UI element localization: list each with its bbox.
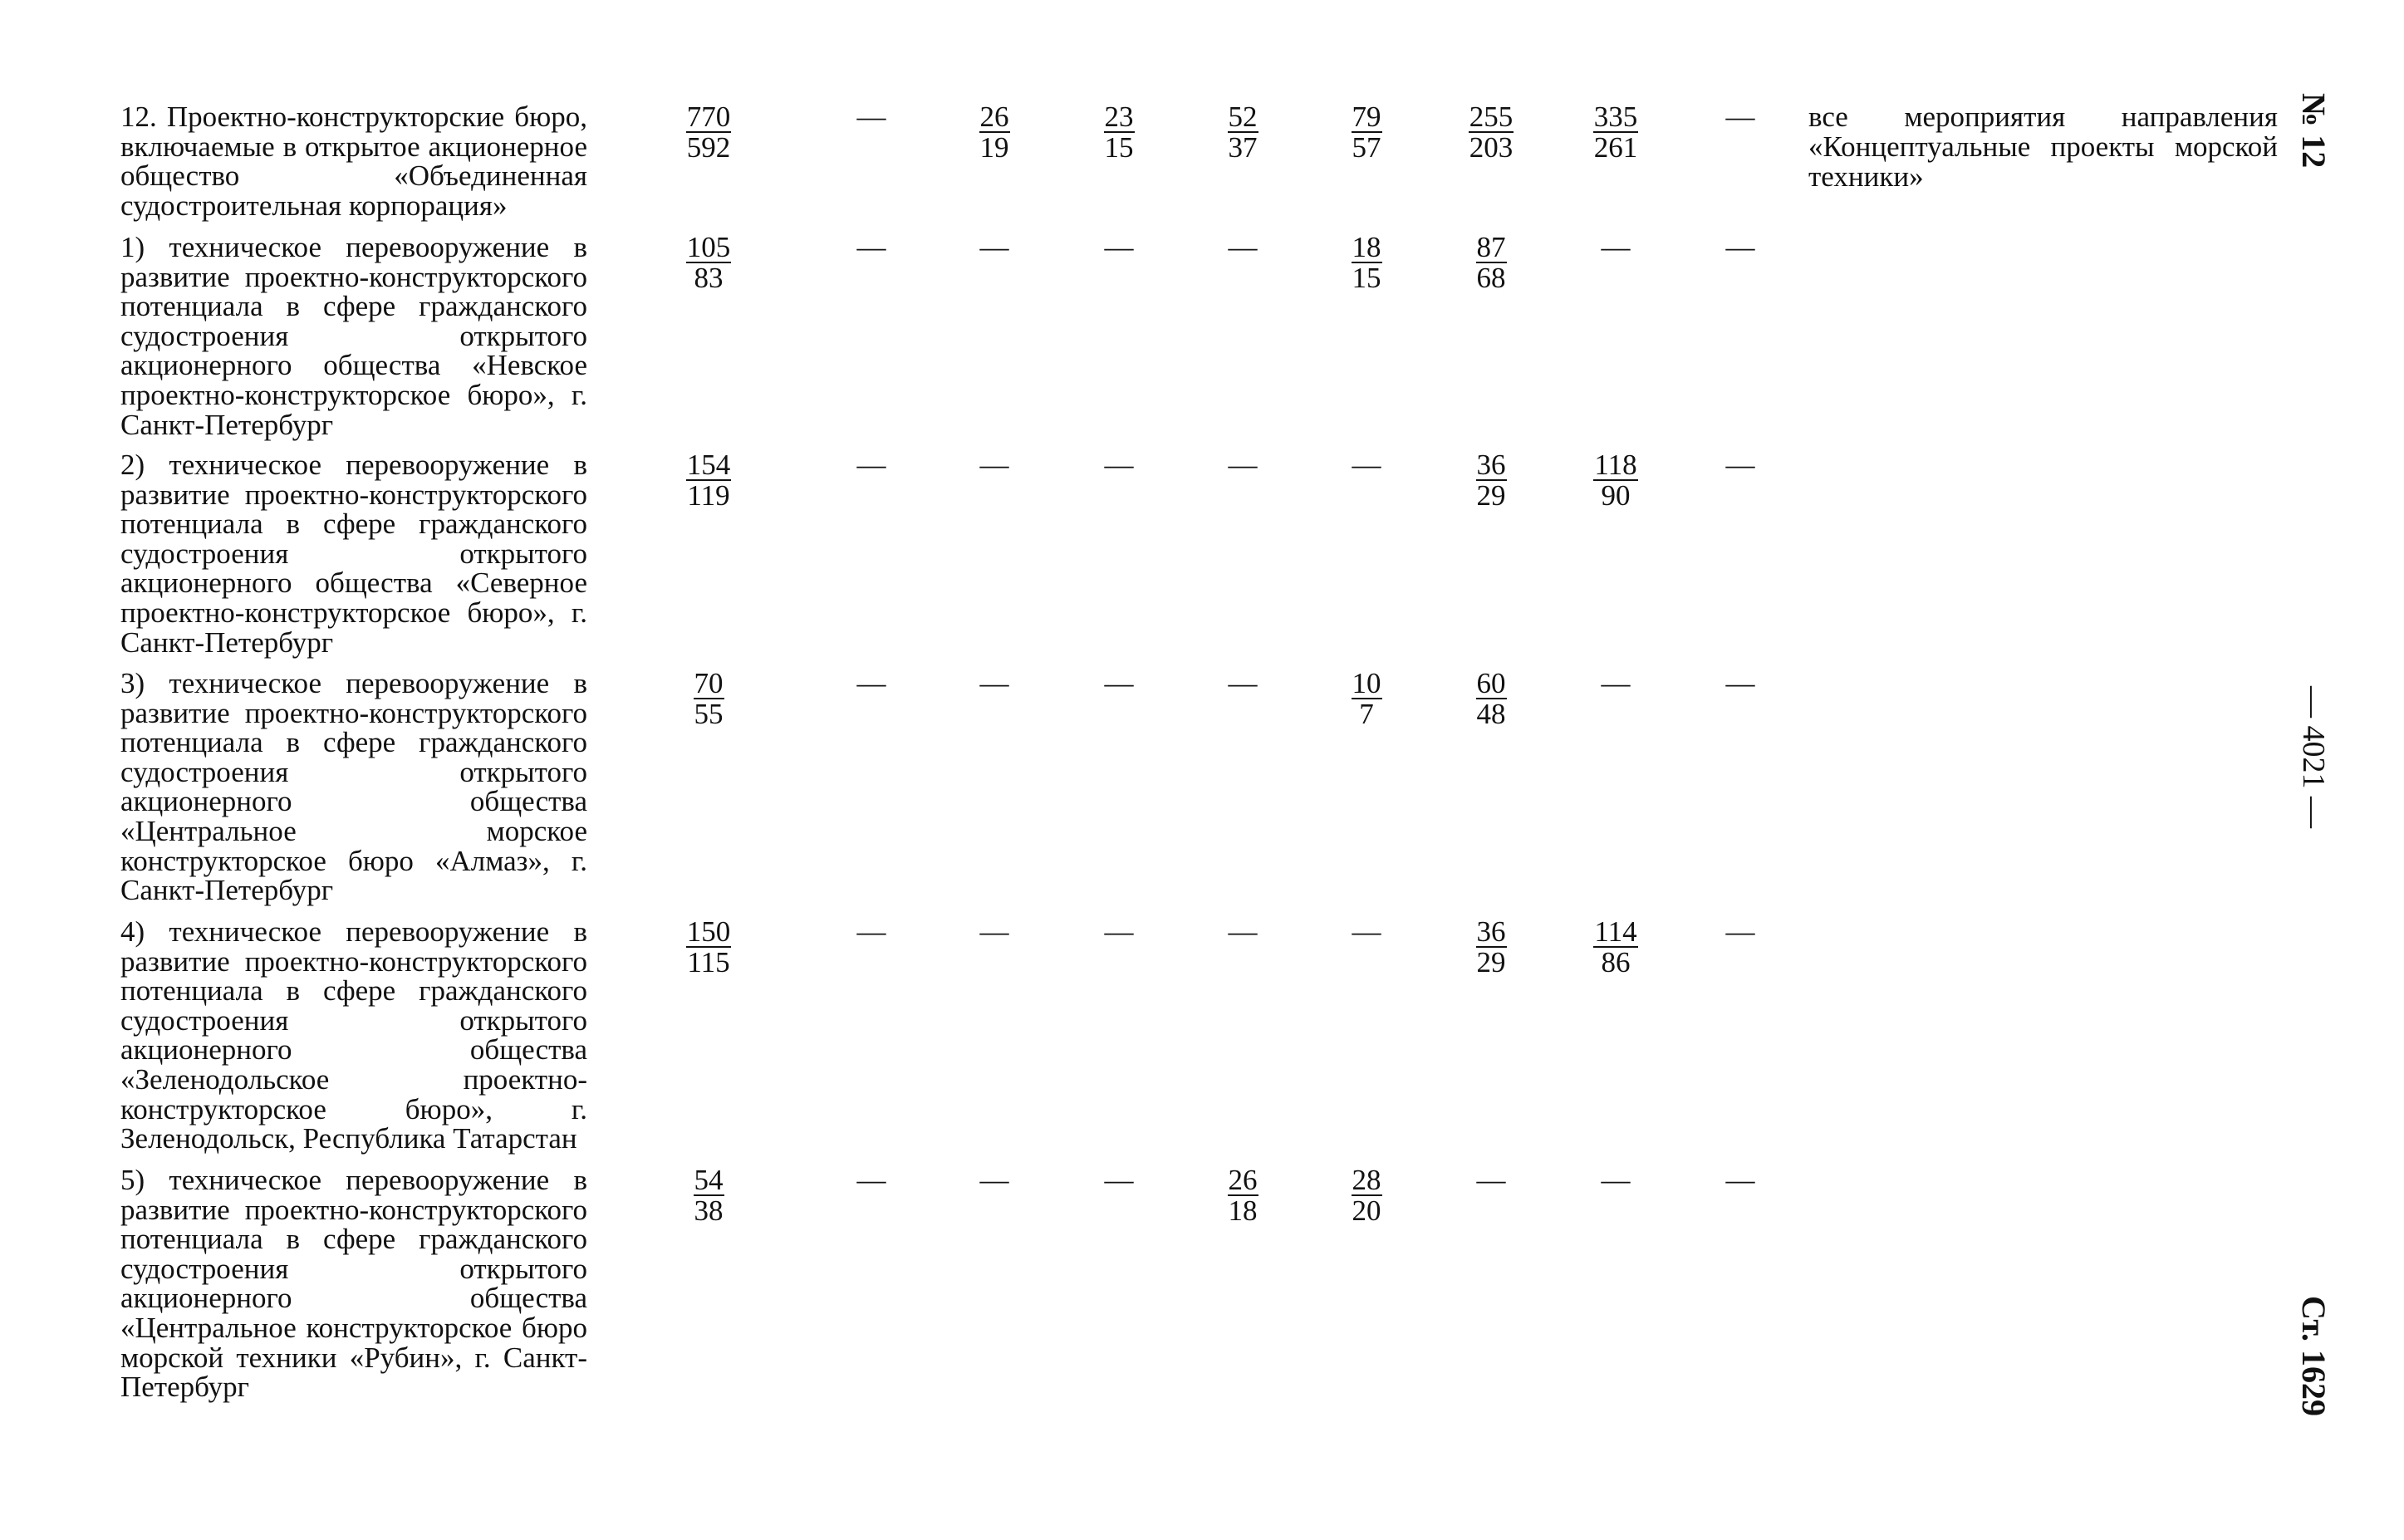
denominator: 29 — [1476, 946, 1506, 978]
dash-cell — [1193, 233, 1293, 262]
dash: — — [1725, 449, 1755, 481]
denominator: 15 — [1352, 262, 1381, 294]
fraction-cell — [1566, 450, 1666, 511]
dash: — — [1104, 667, 1134, 699]
dash: — — [1104, 915, 1134, 948]
dash: — — [1601, 667, 1631, 699]
numerator: 154 — [686, 449, 731, 481]
fraction-cell — [659, 917, 758, 978]
fraction-cell — [1441, 669, 1541, 729]
dash-cell — [1069, 450, 1169, 480]
fraction-cell — [1441, 233, 1541, 293]
dash: — — [1725, 1164, 1755, 1196]
dash-cell — [1193, 450, 1293, 480]
dash: — — [1476, 1164, 1506, 1196]
fraction-cell — [1441, 102, 1541, 163]
dash: — — [856, 1164, 886, 1196]
dash-cell — [944, 1165, 1044, 1195]
denominator: 119 — [687, 479, 730, 512]
fraction-cell — [659, 450, 758, 511]
fraction-cell — [659, 233, 758, 293]
dash-cell — [1690, 233, 1790, 262]
denominator: 37 — [1228, 131, 1258, 164]
denominator: 7 — [1359, 698, 1374, 730]
dash: — — [1104, 449, 1134, 481]
denominator: 86 — [1601, 946, 1631, 978]
dash-cell — [944, 669, 1044, 699]
dash-cell — [1069, 917, 1169, 947]
dash-cell — [1690, 450, 1790, 480]
dash: — — [856, 231, 886, 263]
dash-cell — [822, 669, 921, 699]
dash-cell — [1566, 669, 1666, 699]
dash-cell — [1441, 1165, 1541, 1195]
dash: — — [1228, 449, 1258, 481]
numerator: 255 — [1469, 101, 1514, 133]
denominator: 115 — [687, 946, 730, 978]
dash-cell — [822, 450, 921, 480]
dash: — — [856, 101, 886, 133]
denominator: 38 — [694, 1194, 724, 1227]
dash: — — [979, 915, 1009, 948]
dash: — — [1725, 101, 1755, 133]
row-description: 4) техническое перевооружение в развитие проектно-конструкторского потенциала в сфере гражданского судостроения открытого акционерного общества «Зеленодольское проектно-конструкторское бюро», г. Зеленодольск, Республика Татарстан — [120, 915, 587, 1155]
numerator: 26 — [979, 101, 1009, 133]
numerator: 26 — [1228, 1164, 1258, 1196]
dash: — — [1104, 231, 1134, 263]
dash-cell — [1317, 450, 1416, 480]
dash: — — [1228, 667, 1258, 699]
denominator: 68 — [1476, 262, 1506, 294]
fraction-cell — [1441, 917, 1541, 978]
dash: — — [1352, 915, 1381, 948]
numerator: 87 — [1476, 231, 1506, 263]
numerator: 79 — [1352, 101, 1381, 133]
dash: — — [856, 667, 886, 699]
fraction-cell — [1317, 669, 1416, 729]
fraction-cell — [1193, 102, 1293, 163]
fraction-cell — [1317, 233, 1416, 293]
numerator: 23 — [1104, 101, 1134, 133]
dash-cell — [822, 917, 921, 947]
fraction-cell — [1193, 1165, 1293, 1226]
dash: — — [1725, 231, 1755, 263]
dash-cell — [1690, 917, 1790, 947]
numerator: 118 — [1594, 449, 1637, 481]
article-number: Ст. 1629 — [2295, 1296, 2333, 1416]
dash: — — [979, 667, 1009, 699]
dash-cell — [1069, 1165, 1169, 1195]
dash-cell — [1690, 102, 1790, 132]
denominator: 55 — [694, 698, 724, 730]
denominator: 90 — [1601, 479, 1631, 512]
denominator: 15 — [1104, 131, 1134, 164]
dash: — — [979, 231, 1009, 263]
dash: — — [1228, 231, 1258, 263]
dash: — — [1352, 449, 1381, 481]
dash-cell — [1193, 917, 1293, 947]
denominator: 203 — [1469, 131, 1514, 164]
numerator: 60 — [1476, 667, 1506, 699]
dash: — — [979, 449, 1009, 481]
numerator: 10 — [1352, 667, 1381, 699]
fraction-cell — [944, 102, 1044, 163]
dash-cell — [822, 102, 921, 132]
denominator: 48 — [1476, 698, 1506, 730]
row-description: 12. Проектно-конструкторские бюро, включаемые в открытое акционерное общество «Объединенная судостроительная корпорация» — [120, 101, 587, 222]
dash-cell — [944, 233, 1044, 262]
dash: — — [856, 449, 886, 481]
fraction-cell — [659, 1165, 758, 1226]
fraction-cell — [1566, 917, 1666, 978]
dash-cell — [1690, 669, 1790, 699]
fraction-cell — [659, 669, 758, 729]
dash-cell — [1069, 669, 1169, 699]
numerator: 54 — [694, 1164, 724, 1196]
dash: — — [856, 915, 886, 948]
dash: — — [1601, 1164, 1631, 1196]
dash-cell — [1690, 1165, 1790, 1195]
row-description: 1) техническое перевооружение в развитие проектно-конструкторского потенциала в сфере гражданского судостроения открытого акционерного общества «Невское проектно-конструкторское бюро», г. Санкт-Петербург — [120, 231, 587, 441]
dash: — — [1725, 915, 1755, 948]
fraction-cell — [1441, 450, 1541, 511]
numerator: 52 — [1228, 101, 1258, 133]
row-description: 3) техническое перевооружение в развитие проектно-конструкторского потенциала в сфере гражданского судостроения открытого акционерного общества «Центральное морское конструкторское бюро «Алмаз», г. Санкт-Петербург — [120, 667, 587, 907]
table-row — [0, 915, 2404, 1155]
denominator: 57 — [1352, 131, 1381, 164]
dash-cell — [1566, 233, 1666, 262]
denominator: 592 — [686, 131, 731, 164]
numerator: 18 — [1352, 231, 1381, 263]
denominator: 20 — [1352, 1194, 1381, 1227]
dash-cell — [822, 233, 921, 262]
dash: — — [1601, 231, 1631, 263]
dash-cell — [944, 450, 1044, 480]
row-description: 2) техническое перевооружение в развитие проектно-конструкторского потенциала в сфере гражданского судостроения открытого акционерного общества «Северное проектно-конструкторское бюро», г. Санкт-Петербург — [120, 449, 587, 659]
row-note: все мероприятия направления «Концептуальные проекты морской техники» — [1808, 101, 2278, 193]
dash-cell — [1566, 1165, 1666, 1195]
dash: — — [1104, 1164, 1134, 1196]
numerator: 114 — [1594, 915, 1637, 948]
dash: — — [979, 1164, 1009, 1196]
dash-cell — [944, 917, 1044, 947]
fraction-cell — [1317, 102, 1416, 163]
denominator: 29 — [1476, 479, 1506, 512]
numerator: 36 — [1476, 915, 1506, 948]
fraction-cell — [1566, 102, 1666, 163]
numerator: 770 — [686, 101, 731, 133]
fraction-cell — [1317, 1165, 1416, 1226]
numerator: 36 — [1476, 449, 1506, 481]
numerator: 335 — [1593, 101, 1638, 133]
denominator: 19 — [979, 131, 1009, 164]
numerator: 150 — [686, 915, 731, 948]
fraction-cell — [1069, 102, 1169, 163]
denominator: 18 — [1228, 1194, 1258, 1227]
dash-cell — [1069, 233, 1169, 262]
dash: — — [1228, 915, 1258, 948]
dash-cell — [822, 1165, 921, 1195]
table-row — [0, 449, 2404, 659]
denominator: 83 — [694, 262, 724, 294]
numerator: 105 — [686, 231, 731, 263]
numerator: 70 — [694, 667, 724, 699]
dash-cell — [1193, 669, 1293, 699]
dash: — — [1725, 667, 1755, 699]
dash-cell — [1317, 917, 1416, 947]
denominator: 261 — [1593, 131, 1638, 164]
numerator: 28 — [1352, 1164, 1381, 1196]
page-number: — 4021 — — [2296, 686, 2331, 828]
row-description: 5) техническое перевооружение в развитие проектно-конструкторского потенциала в сфере гражданского судостроения открытого акционерного общества «Центральное конструкторское бюро морской техники «Рубин», г. Санкт-Петербург — [120, 1164, 587, 1404]
issue-number: № 12 — [2295, 93, 2333, 169]
fraction-cell — [659, 102, 758, 163]
